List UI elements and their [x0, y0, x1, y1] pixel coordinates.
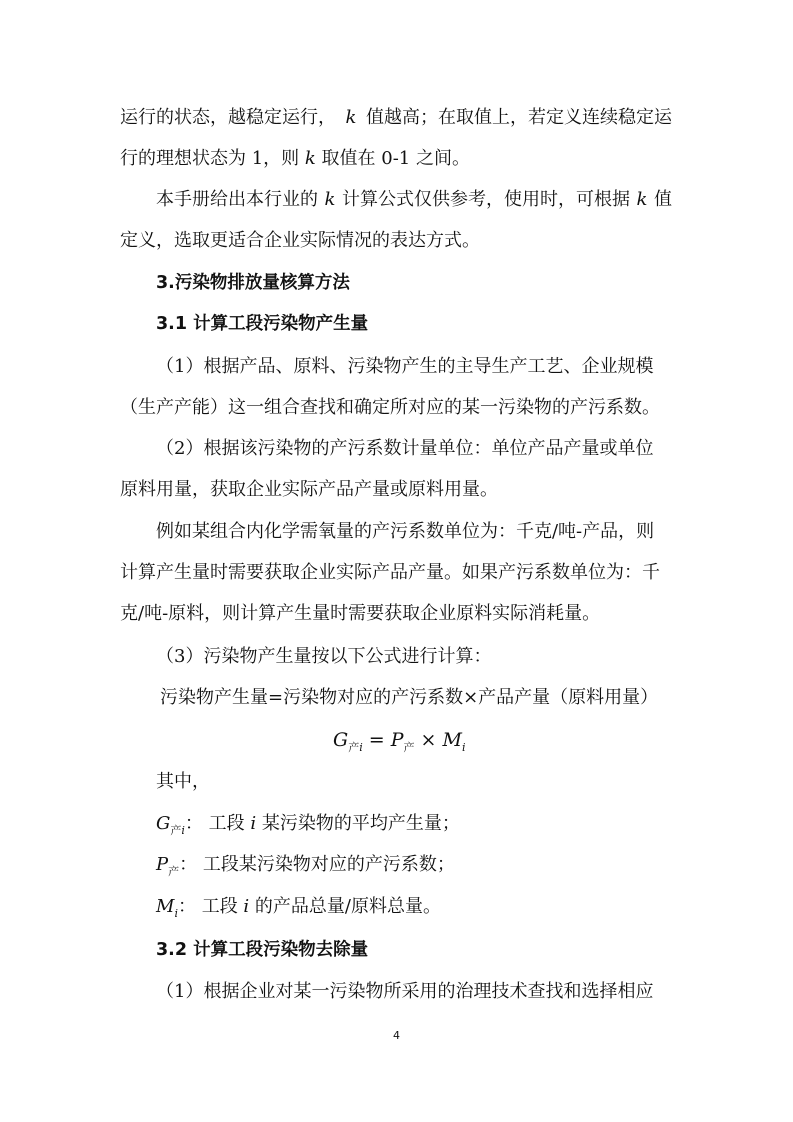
- k-symbol: k: [324, 189, 336, 210]
- var-p: P: [390, 729, 404, 751]
- step-1-line-1: （1）根据产品、原料、污染物产生的主导生产工艺、企业规模: [156, 356, 654, 377]
- text: 值越高；在取值上，若定义连续稳定运: [365, 107, 672, 128]
- heading-3-2: 3.2 计算工段污染物去除量: [156, 940, 369, 960]
- def-g: [156, 812, 460, 836]
- text: ： 工段: [184, 813, 251, 834]
- heading-3-1: 3.1 计算工段污染物产生量: [156, 314, 369, 334]
- k-symbol: k: [636, 189, 648, 210]
- para-2-line-2: 定义，选取更适合企业实际情况的表达方式。: [120, 230, 480, 251]
- k-symbol: k: [345, 107, 357, 128]
- sub-i: i: [174, 907, 178, 920]
- sub-i: i: [181, 824, 185, 837]
- example-line-1: 例如某组合内化学需氧量的产污系数单位为：千克/吨-产品，则: [156, 521, 655, 542]
- step-2-line-2: 原料用量，获取企业实际产品产量或原料用量。: [120, 479, 498, 500]
- sub-i: i: [359, 741, 363, 754]
- i-symbol: i: [250, 813, 257, 834]
- heading-3: 3.污染物排放量核算方法: [156, 273, 350, 293]
- equals: =: [362, 729, 391, 751]
- def-p: [156, 853, 455, 877]
- var-p: P: [156, 854, 169, 875]
- formula-equation: [333, 728, 466, 752]
- sub-i: i: [461, 741, 466, 754]
- var-g: G: [156, 813, 171, 834]
- text: 本手册给出本行业的: [156, 189, 318, 210]
- var-m: M: [442, 729, 462, 751]
- example-line-2: 计算产生量时需要获取企业实际产品产量。如果产污系数单位为：千: [120, 562, 660, 583]
- sub-chan: 产: [168, 865, 180, 878]
- formula-text: 污染物产生量=污染物对应的产污系数×产品产量（原料用量）: [160, 687, 659, 708]
- var-m: M: [156, 896, 175, 917]
- text: 计算公式仅供参考，使用时，可根据: [341, 189, 630, 210]
- def-m: [156, 895, 441, 919]
- page-number: 4: [393, 1029, 400, 1042]
- step-3: （3）污染物产生量按以下公式进行计算：: [156, 646, 492, 667]
- i-symbol: i: [243, 896, 250, 917]
- times: ×: [414, 729, 443, 751]
- qizhong: 其中，: [156, 771, 210, 792]
- step-4: （1）根据企业对某一污染物所采用的治理技术查找和选择相应: [156, 981, 654, 1002]
- step-2-line-1: （2）根据该污染物的产污系数计量单位：单位产品产量或单位: [156, 438, 654, 459]
- text: 的产品总量/原料总量。: [249, 896, 441, 917]
- text: 值: [653, 189, 672, 210]
- text: 某污染物的平均产生量；: [256, 813, 460, 834]
- step-1-line-2: （生产产能）这一组合查找和确定所对应的某一污染物的产污系数。: [120, 397, 660, 418]
- text: 运行的状态，越稳定运行，: [120, 107, 336, 128]
- k-symbol: k: [304, 148, 316, 169]
- sub-chan: 产: [170, 824, 182, 837]
- text: 取值在 0-1 之间。: [315, 148, 470, 169]
- para-1-line-1: [120, 106, 672, 130]
- text: ： 工段: [177, 896, 244, 917]
- para-1-line-2: [120, 147, 470, 171]
- var-g: G: [333, 729, 349, 751]
- example-line-3: 克/吨-原料，则计算产生量时需要获取企业原料实际消耗量。: [120, 603, 601, 624]
- sub-chan: 产: [348, 741, 360, 754]
- text: 行的理想状态为 1，则: [120, 148, 305, 169]
- sub-chan: 产: [403, 741, 415, 754]
- para-2-line-1: [156, 188, 672, 212]
- text: ： 工段某污染物对应的产污系数；: [179, 854, 455, 875]
